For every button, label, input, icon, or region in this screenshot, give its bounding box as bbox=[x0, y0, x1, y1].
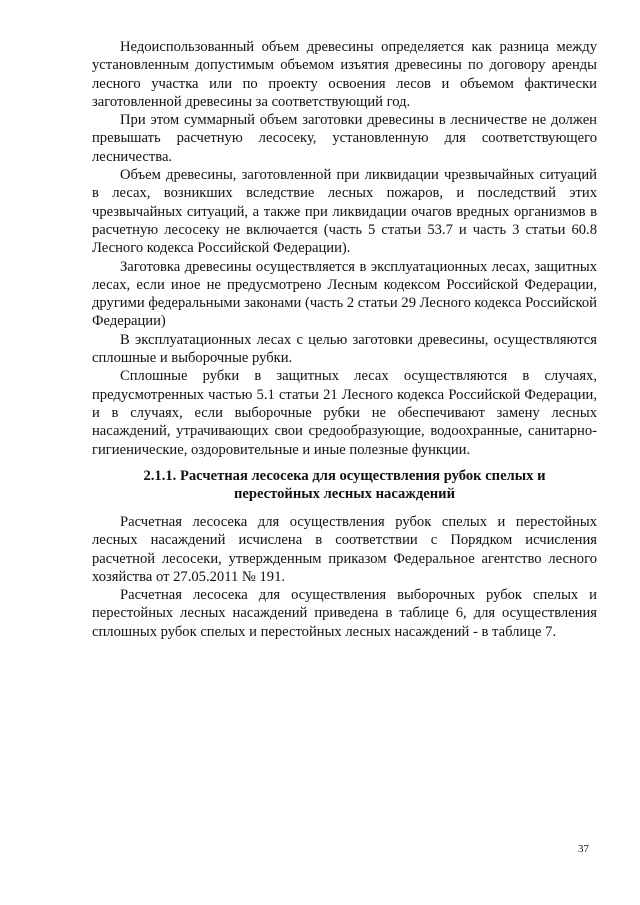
section-heading-line-1: 2.1.1. Расчетная лесосека для осуществления рубок спелых и bbox=[143, 468, 546, 484]
paragraph: В эксплуатационных лесах с целью заготовки древесины, осуществляются сплошные и выборочные рубки. bbox=[92, 331, 597, 367]
section-heading-line-2: перестойных лесных насаждений bbox=[234, 486, 455, 503]
paragraph: Расчетная лесосека для осуществления выборочных рубок спелых и перестойных лесных насаждений приведена в таблице 6, для осуществления сплошных рубок спелых и перестойных лесных насаждений - в таблице 7. bbox=[92, 587, 597, 640]
paragraph: Объем древесины, заготовленной при ликвидации чрезвычайных ситуаций в лесах, возникших вследствие лесных пожаров, и последствий этих чрезвычайных ситуаций, а также при ликвидации очагов вредных организмов в расчетную лесосеку не включается (часть 5 статьи 53.7 и часть 3 статьи 60.8 Лесного кодекса Российской Федерации). bbox=[92, 167, 597, 257]
paragraph: Недоиспользованный объем древесины определяется как разница между установленным допустимым объемом изъятия древесины по договору аренды лесного участка или по проекту освоения лесов и объемом фактически заготовленной древесины за соответствующий год. bbox=[92, 39, 597, 110]
paragraph: Сплошные рубки в защитных лесах осуществляются в случаях, предусмотренных частью 5.1 статьи 21 Лесного кодекса Российской Федерации, и в случаях, если выборочные рубки не обеспечивают замену лесных насаждений, утрачивающих свои средообразующие, водоохранные, санитарно-гигиенические, оздоровительные и иные полезные функции. bbox=[92, 368, 597, 458]
paragraph: Заготовка древесины осуществляется в эксплуатационных лесах, защитных лесах, если иное не предусмотрено Лесным кодексом Российской Федерации, другими федеральными законами (часть 2 статьи 29 Лесного кодекса Российской Федерации) bbox=[92, 258, 597, 330]
text-block-bottom bbox=[92, 513, 597, 641]
paragraph: Расчетная лесосека для осуществления рубок спелых и перестойных лесных насаждений исчислена в соответствии с Порядком исчисления расчетной лесосеки, утвержденным приказом Федеральное агентство лесного хозяйства от 27.05.2011 № 191. bbox=[92, 514, 597, 585]
section-heading bbox=[92, 467, 597, 504]
text-block-top bbox=[92, 38, 597, 459]
page-number: 37 bbox=[578, 843, 589, 855]
paragraph: При этом суммарный объем заготовки древесины в лесничестве не должен превышать расчетную лесосеку, установленную для соответствующего лесничества. bbox=[92, 112, 597, 165]
